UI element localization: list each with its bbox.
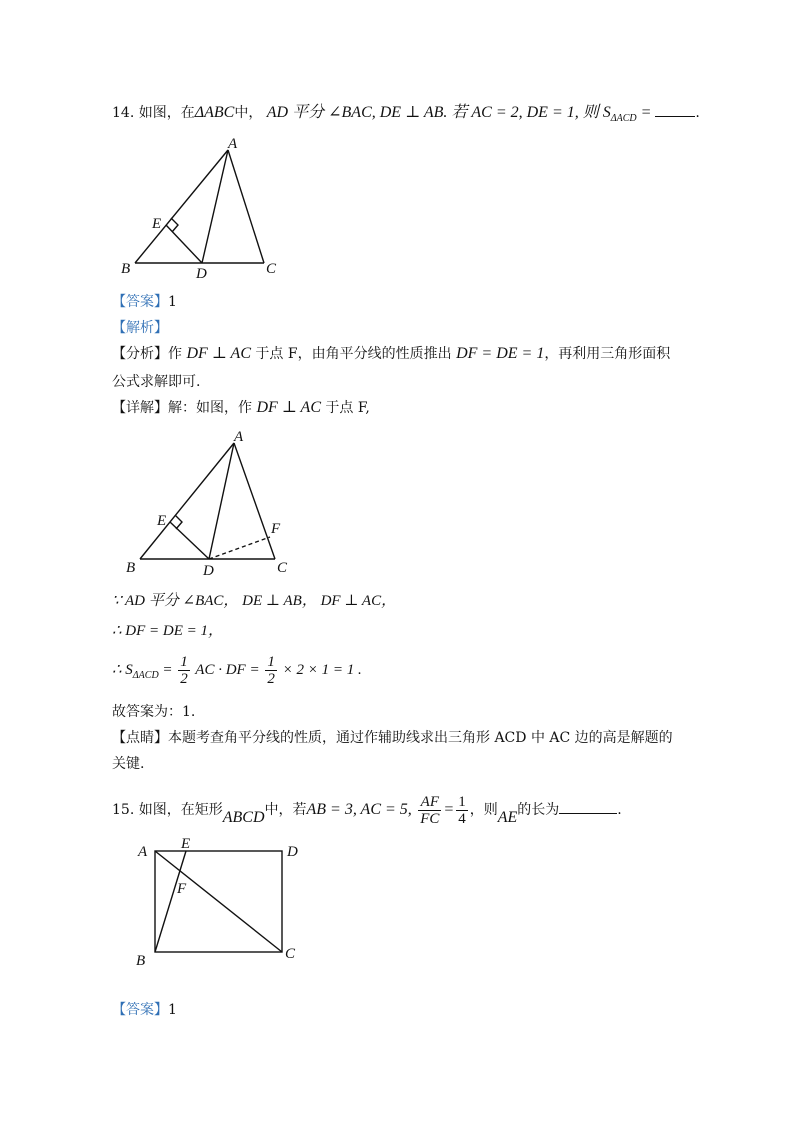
question-text: 中，若 <box>264 802 307 818</box>
label-d: D <box>196 266 207 282</box>
label-f: F <box>271 521 281 537</box>
question-text: 的长为 <box>517 802 560 818</box>
fraction-numerator: 1 <box>267 654 275 671</box>
fraction-denominator: 4 <box>458 810 466 827</box>
conclusion: 故答案为：1. <box>112 704 196 720</box>
fraction-denominator: FC <box>420 810 440 827</box>
fenxi-text: 于点 F，由角平分线的性质推出 <box>250 346 457 362</box>
fraction-numerator: AF <box>418 794 441 811</box>
answer-value: 1 <box>168 294 177 310</box>
label-c: C <box>285 946 296 962</box>
label-a: A <box>234 429 244 445</box>
analysis-tag: 【解析】 <box>112 320 168 336</box>
proof-text: AC · DF = <box>195 662 264 678</box>
fraction-denominator: 2 <box>180 671 188 688</box>
proof-text: ∴ S <box>112 662 133 678</box>
question-text: 如图，在矩形 <box>138 802 223 818</box>
label-b: B <box>136 953 146 969</box>
proof-text: × 2 × 1 = 1 . <box>282 662 362 678</box>
question-text: 中， <box>234 105 263 121</box>
label-c: C <box>277 560 288 576</box>
dianjing-line2: 关键. <box>112 756 145 772</box>
answer-tag: 【答案】 <box>112 294 168 310</box>
answer-tag: 【答案】 <box>112 1002 168 1018</box>
question-number: 14. <box>112 105 135 121</box>
fenxi-math: DF = DE = 1 <box>456 345 545 362</box>
fraction-numerator: 1 <box>180 654 188 671</box>
fenxi-text: ，再利用三角形面积 <box>544 346 671 362</box>
question-condition: AD 平分 ∠BAC, DE ⊥ AB. 若 AC = 2, DE = 1, 则 S <box>266 104 611 121</box>
xiangjie-text: 于点 F, <box>320 400 370 416</box>
label-d: D <box>287 844 298 860</box>
area-subscript: ΔACD <box>132 670 159 681</box>
proof-text: = <box>158 662 177 678</box>
answer-15 <box>112 1000 177 1020</box>
fenxi-text: 公式求解即可. <box>112 374 201 390</box>
label-c: C <box>266 261 277 277</box>
label-a: A <box>228 136 238 152</box>
dianjing-text: 本题考查角平分线的性质，通过作辅助线求出三角形 ACD 中 AC 边的高是解题的 <box>168 730 673 746</box>
label-d: D <box>203 563 214 579</box>
question-14: 14. 如图，在ΔABC中， AD 平分 ∠BAC, DE ⊥ AB. 若 AC = 2, DE = 1, 则 $S_{\Delta ACD}$ = . <box>112 104 700 124</box>
dianjing-tag: 【点睛】 <box>112 730 168 746</box>
label-a: A <box>138 844 148 860</box>
label-b: B <box>121 261 131 277</box>
label-e: E <box>157 513 167 529</box>
question-text: ，则 <box>469 802 498 818</box>
label-e: E <box>152 216 162 232</box>
proof-line-2: ∴ DF = DE = 1， <box>112 623 224 639</box>
fenxi-math: DF ⊥ AC <box>186 345 251 362</box>
fenxi-tag: 【分析】 <box>112 346 168 362</box>
xiangjie-text: 解：如图，作 <box>168 400 257 416</box>
label-b: B <box>126 560 136 576</box>
fraction-numerator: 1 <box>458 793 466 810</box>
equals-sign: = <box>443 801 455 818</box>
proof-line-1: ∵ AD 平分 ∠BAC， DE ⊥ AB， DF ⊥ AC， <box>112 593 397 609</box>
answer-value: 1 <box>168 1002 177 1018</box>
triangle-name: ΔABC <box>194 104 235 121</box>
area-subscript: ΔACD <box>610 112 637 124</box>
question-text: 如图，在 <box>138 105 195 121</box>
question-15: 15. 如图，在矩形ABCD中，若AB = 3, AC = 5, $\frac{AF}{FC}$ = $\frac{1}{4}$ ，则AE的长为 . <box>112 793 622 827</box>
xiangjie-math: DF ⊥ AC <box>256 399 321 416</box>
fenxi-text: 作 <box>168 346 187 362</box>
equals-sign: = <box>636 104 656 121</box>
question-number: 15. <box>112 802 135 818</box>
xiangjie-tag: 【详解】 <box>112 400 168 416</box>
rectangle-name: ABCD <box>222 809 265 826</box>
question-condition: AB = 3, AC = 5, <box>306 801 412 818</box>
segment-ae: AE <box>497 809 518 826</box>
label-f: F <box>177 881 187 897</box>
fraction-denominator: 2 <box>267 671 275 688</box>
label-e: E <box>181 836 191 852</box>
